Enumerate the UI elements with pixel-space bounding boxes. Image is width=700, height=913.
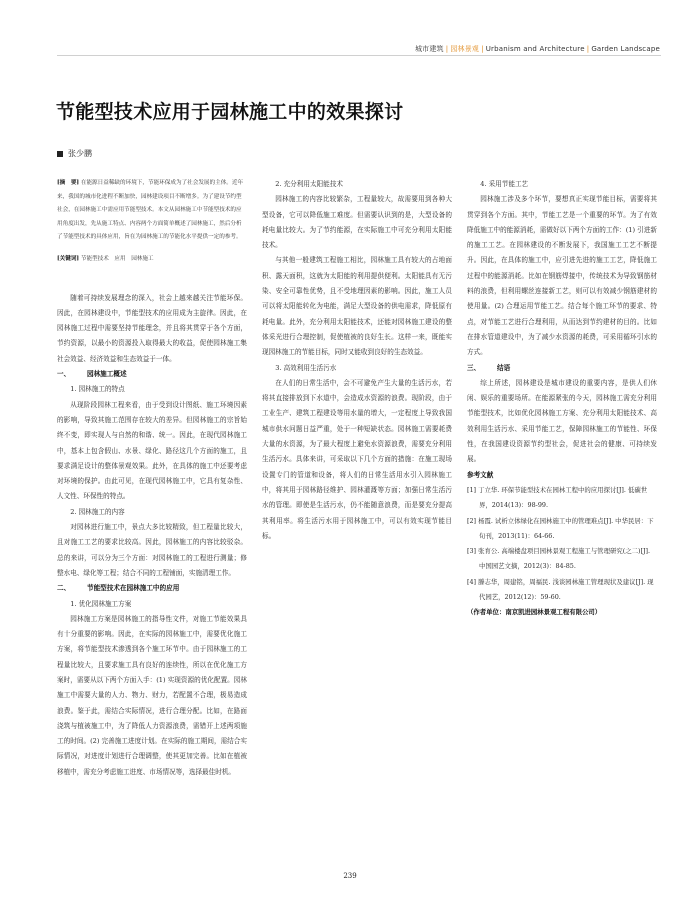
subsection-heading-2-1: 1. 优化园林施工方案 [70,599,132,608]
header-separator: | [481,45,484,53]
section-heading-2: 二、 节能型技术在园林施工中的应用 [57,584,180,593]
abstract-label: [摘 要] [57,180,80,186]
paragraph-conclusion: 综上所述，园林建设是城市建设的重要内容，是供人们休闲、娱乐的重要场所。在能源紧张的今天，园林施工需充分利用节能型技术，比如优化园林施工方案、充分利用太阳能技术、高效利用生活污水、采用节能工艺，保障园林施工的节能性、环保性，在我国建设资源节约型社会，促进社会的健康、可持续发展。 [467,378,657,464]
abstract [57,177,247,245]
section-heading-1: 一、 园林施工概述 [57,370,127,379]
paragraph-2-2b: 与其他一般建筑工程施工相比，园林施工具有较大的占地面积、露天面积，这就为太阳能的利用提供便利。太阳能具有无污染、安全可靠性优势，且不受地理因素的影响。因此，施工人员可以将太阳能转化为电能，满足大型设备的供电需求，降低原有耗电量。此外，充分利用太阳能技术，还能对园林施工建设的整体采光进行合理控制，促使植被的良好生长。这样一来，既能实现园林施工的节能目标，同时又能收到良好的生态效益。 [262,256,452,357]
keywords-text: 节能型技术 应用 园林施工 [80,255,154,262]
paragraph-2-2: 园林施工的内容比较繁杂，工程量较大，故需要用到各种大型设备，它可以降低施工难度。但需要认识到的是，大型设备的耗电量比较大。为了节约能源，在实际施工中可充分利用太阳能技术。 [262,195,452,250]
keywords-label: [关键词] [57,255,80,262]
header-english-title: Urbanism and Architecture [485,45,585,53]
reference-item: [4] 滕志华，周建铭，周福民. 浅谈园林施工管理现状及建议[J]. 现代园艺，2012(12)：59-60. [467,577,654,602]
header-rule [57,55,661,56]
intro-paragraph: 随着可持续发展理念的深入，社会上越来越关注节能环保。因此，在园林建设中，节能型技术的应用成为主旋律。因此，在园林施工过程中需要坚持节能理念，并且将其贯穿于各个方面，节约资源，以最小的资源投入取得最大的收益，促使园林施工集社会效益、经济效益和生态效益于一体。 [57,293,247,363]
references-title: 参考文献 [467,470,494,479]
subsection-heading-2-3: 3. 高效利用生活污水 [275,363,337,372]
author-line [57,148,92,159]
paragraph-1-2: 对园林进行施工中，景点大多比较精致，但工程量比较大，且对施工工艺的要求比较高。因此，园林施工的内容比较驳杂。总的来讲，可以分为三个方面：对园林施工的工程进行测量；修整水电、绿化等工程；结合不同的工程铺面，实施清理工作。 [57,523,247,577]
abstract-text: 在能源日益稀缺的环境下，节能环保成为了社会发展的主体。近年来，我国的城市化进程不断加快，园林建设项目不断增多。为了建设节约型社会，在园林施工中需应用节能型技术。本文从园林施工中节能型技术的应用角度出发，先从施工特点、内容两个方面简单概述了园林施工，然后分析了节能型技术的具体应用，旨在为园林施工的节能化水平提供一定的参考。 [57,180,244,241]
header-category: 城市建筑 [414,45,444,53]
subsection-heading-2-4: 4. 采用节能工艺 [480,180,529,188]
keywords [57,253,247,267]
paragraph-1-1: 从现阶段园林工程来看，由于受到设计图纸、施工环境因素的影响，导致其施工范围存在较大的差异。但园林施工的宗旨始终不变，即实现人与自然的和谐、统一。因此，在现代园林施工中，基本上包含假山、水景、绿化、路径这几个方面的施工，且要求满足设计的整体景观效果。此外，在具体的施工中还要考虑对环境的保护。由此可见，在现代园林施工中，它具有复杂性、人文性、环保性的特点。 [57,400,247,501]
square-bullet-icon [57,151,63,157]
header-column-name: 园林景观 [450,45,480,53]
reference-item: [2] 杨霞. 试析立体绿化在园林施工中的管理难点[J]. 中华民居：下旬刊，2013(11)：64-66. [467,516,654,540]
header-english-section: Garden Landscape [591,45,660,53]
article-title: 节能型技术应用于园林施工中的效果探讨 [56,101,404,123]
reference-item: [1] 丁立华. 环保节能型技术在园林工程中的应用探讨[J]. 低碳世界，2014(13)：98-99. [467,485,648,510]
column-2 [262,177,452,544]
page-number: 239 [343,872,357,880]
subsection-heading-1-1: 1. 园林施工的特点 [70,385,125,394]
header-separator: | [445,45,449,53]
subsection-heading-2-2: 2. 充分利用太阳能技术 [275,180,343,188]
paragraph-2-1 [57,612,247,780]
section-heading-3: 三、 结语 [467,363,511,372]
column-1 [57,177,247,780]
reference-item: [3] 张育公. 高端楼盘项目园林景观工程施工与管理研究(之二)[J]. 中国园艺文摘，2012(3)：84-85. [467,547,651,571]
journal-header [415,44,660,54]
subsection-heading-1-2: 2. 园林施工的内容 [70,507,125,516]
header-separator: | [586,45,590,53]
paragraph-2-1-text: 园林施工方案是园林施工的指导性文件，对施工节能效果具有十分重要的影响。因此，在实际的园林施工中，需要优化施工方案，将节能型技术渗透到各个施工环节中。由于园林施工的工程量比较大，且要求施工具有良好的连续性，所以在优化施工方案时，需要从以下两个方面入手：(1) 实现资源的优化配置。园林施工中需要大量的人力、物力、财力，若配置不合理，极易造成浪费。鉴于此，需结合实际情况，进行合理分配。比如，在路面浇筑与植被施工中，为了降低人力资源浪费，需错开上述两项施工的时间。(2) 完善施工进度计划。在实际的施工期间，需结合实际情况，对进度计划进行合理调整，使其更加完善。比如在植被移植中，需充分考虑施工进度、市场情况等，选择最佳时机。 [57,614,247,776]
paragraph-2-4: 园林施工涉及多个环节，要想真正实现节能目标，需要将其贯穿到各个方面。其中，节能工艺是一个重要的环节。为了有效降低施工中的能源消耗，需做好以下两个方面的工作：(1) 引进新的施工工艺。在园林建设的不断发展下，我国施工工艺不断提升。因此，在具体的施工中，应引进先进的施工工艺，降低施工过程中的能源消耗。比如在钢筋焊接中，传统技术为导致钢筋材料的浪费，但利用螺丝连接新工艺，则可以有效减少钢筋建材的使用量。(2) 合理运用节能工艺。结合每个施工环节的要求、特点，对节能工艺进行合理利用，从而达到节约建材的目的。比如在排水管道建设中，为了减少水资源的耗费，可采用循环引水的方式。 [467,195,657,357]
author-name: 张少鹏 [68,149,92,158]
paragraph-2-3: 在人们的日常生活中，会不可避免产生大量的生活污水，若将其直接排放到下水道中，会造成水资源的浪费。现阶段，由于工业生产、建筑工程建设等用水量的增大，一定程度上导致我国城市供水问题日益严重，处于一种短缺状态。园林施工需要耗费大量的水资源，为了最大程度上避免水资源浪费，需要充分利用生活污水。具体来讲，可采取以下几个方面的措施：在施工现场设置专门的管道和设备，将人们的日常生活用水引入园林施工中，将其用于园林路径维护、园林灌溉等方面；加强日常生活污水的管理。即使是生活污水，仍不能随意浪费，而是要充分提高其利用率。将生活污水用于园林施工中，可以有效实现节能目标。 [262,378,452,540]
author-affiliation: （作者单位：南京凯进园林景观工程有限公司） [467,608,602,617]
column-3 [467,177,657,621]
